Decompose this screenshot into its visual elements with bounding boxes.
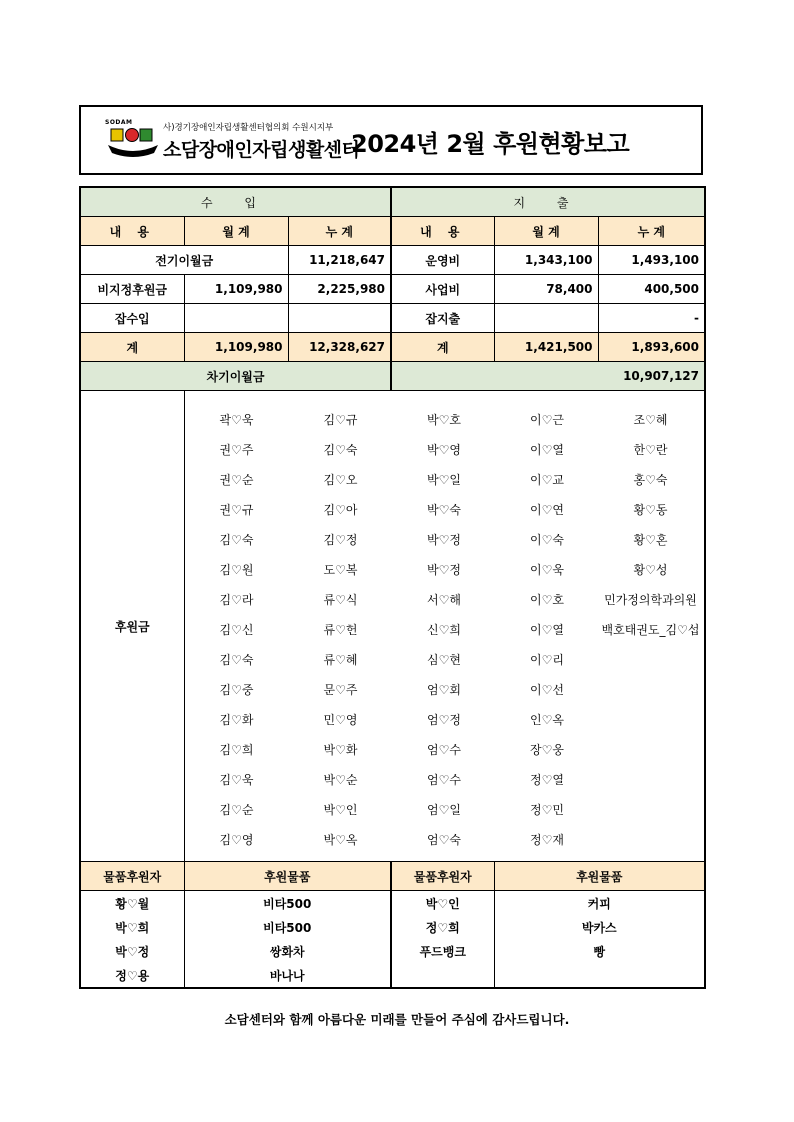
donor-name: 권♡순 (219, 473, 254, 487)
goods-donor: 박♡정 (80, 939, 184, 963)
donor-name (599, 795, 703, 825)
project-month: 78,400 (494, 275, 598, 304)
goods-col-item-right: 후원물품 (494, 862, 705, 891)
donor-name: 이♡근 (530, 413, 564, 427)
goods-col-donor-right: 물품후원자 (391, 862, 494, 891)
goods-donor: 정♡용 (80, 963, 184, 988)
donor-name: 백호태권도_김♡섭 (601, 623, 700, 637)
project-label: 사업비 (391, 275, 494, 304)
donor-name: 김♡순 (219, 803, 254, 817)
donor-name: 황♡동 (633, 503, 668, 517)
goods-donor: 황♡월 (80, 891, 184, 916)
donor-name: 민♡영 (323, 713, 358, 727)
income-sum-total: 12,328,627 (288, 333, 391, 362)
donor-name: 심♡현 (427, 653, 461, 667)
column-header-row (80, 217, 705, 246)
donor-name: 권♡규 (219, 503, 254, 517)
income-col-month: 월 계 (184, 217, 288, 246)
donor-name: 정♡민 (530, 803, 564, 817)
misc-expense-label: 잡지출 (391, 304, 494, 333)
logo-org-name: 사)경기장애인자립생활센터협의회 수원시지부 (163, 123, 334, 133)
donor-name: 김♡화 (219, 713, 254, 727)
donor-name: 박♡인 (323, 803, 358, 817)
designated-month: 1,109,980 (184, 275, 288, 304)
donor-name: 엄♡수 (427, 743, 461, 757)
next-carry-label: 차기이월금 (80, 362, 391, 391)
donor-name: 권♡주 (219, 443, 254, 457)
goods-item: 커피 (494, 891, 705, 916)
donor-name: 조♡혜 (633, 413, 668, 427)
donor-name: 이♡열 (530, 443, 564, 457)
footer-thanks: 소담센터와 함께 아름다운 미래를 만들어 주심에 감사드립니다. (224, 1012, 570, 1027)
donor-name: 김♡중 (219, 683, 254, 697)
donor-name: 박♡정 (427, 533, 461, 547)
donor-name: 박♡옥 (323, 833, 358, 847)
designated-label: 비지정후원금 (80, 275, 184, 304)
donor-name: 이♡교 (530, 473, 564, 487)
donor-name: 이♡선 (530, 683, 564, 697)
expense-sum-month: 1,421,500 (494, 333, 598, 362)
logo-brand: SODAM (105, 119, 133, 126)
donor-name: 서♡해 (427, 593, 461, 607)
donor-name: 김♡욱 (219, 773, 254, 787)
income-col-total: 누 계 (288, 217, 391, 246)
page-title: 2024년 2월 후원현황보고 (351, 130, 630, 158)
donor-name: 류♡헌 (323, 623, 358, 637)
donor-name (599, 825, 703, 855)
goods-row (80, 939, 705, 963)
goods-donor (391, 963, 494, 988)
donor-name: 엄♡숙 (427, 833, 461, 847)
donor-name: 박♡호 (427, 413, 461, 427)
donor-name (599, 705, 703, 735)
donor-name: 류♡혜 (323, 653, 358, 667)
donor-name: 엄♡수 (427, 773, 461, 787)
donor-name: 곽♡욱 (219, 413, 254, 427)
carry-label: 전기이월금 (80, 246, 288, 275)
donor-name: 김♡오 (323, 473, 358, 487)
goods-item: 쌍화차 (184, 939, 391, 963)
donor-name: 홍♡숙 (633, 473, 668, 487)
project-total: 400,500 (598, 275, 705, 304)
operating-month: 1,343,100 (494, 246, 598, 275)
expense-col-total: 누 계 (598, 217, 705, 246)
carry-total: 11,218,647 (288, 246, 391, 275)
expense-col-month: 월 계 (494, 217, 598, 246)
logo-center-name: 소담장애인자립생활센터 (163, 139, 360, 161)
misc-income-month (184, 304, 288, 333)
donor-name (599, 675, 703, 705)
goods-row (80, 915, 705, 939)
donor-name: 황♡혼 (633, 533, 668, 547)
expense-section-label: 지 출 (391, 187, 705, 217)
income-col-item: 내 용 (80, 217, 184, 246)
donor-name: 김♡희 (219, 743, 254, 757)
donor-name: 이♡욱 (530, 563, 564, 577)
donor-name: 엄♡일 (427, 803, 461, 817)
donor-name: 민가정의학과의원 (604, 593, 697, 607)
designated-total: 2,225,980 (288, 275, 391, 304)
goods-col-donor-left: 물품후원자 (80, 862, 184, 891)
donor-name: 김♡숙 (219, 653, 254, 667)
donor-name: 김♡숙 (219, 533, 254, 547)
section-header-row (80, 187, 705, 217)
donor-name (599, 645, 703, 675)
donor-name: 이♡열 (530, 623, 564, 637)
donor-name: 박♡화 (323, 743, 358, 757)
goods-donor: 박♡희 (80, 915, 184, 939)
goods-item: 빵 (494, 939, 705, 963)
operating-label: 운영비 (391, 246, 494, 275)
donor-name: 박♡순 (323, 773, 358, 787)
income-sum-label: 계 (80, 333, 184, 362)
goods-donor: 정♡희 (391, 915, 494, 939)
income-section-label: 수 입 (80, 187, 391, 217)
misc-expense-total: - (598, 304, 705, 333)
donor-name: 인♡옥 (530, 713, 564, 727)
goods-header-row (80, 862, 705, 891)
donor-name: 이♡호 (530, 593, 564, 607)
donor-name: 박♡영 (427, 443, 461, 457)
donor-name: 김♡정 (323, 533, 358, 547)
report-header (79, 105, 703, 175)
donors-cell (184, 391, 705, 862)
misc-income-label: 잡수입 (80, 304, 184, 333)
income-sum-month: 1,109,980 (184, 333, 288, 362)
table-row (80, 246, 705, 275)
donor-name: 도♡복 (323, 563, 358, 577)
goods-row (80, 891, 705, 916)
donor-name: 김♡신 (219, 623, 254, 637)
donor-name: 박♡숙 (427, 503, 461, 517)
donor-name: 류♡식 (323, 593, 358, 607)
donor-name: 이♡숙 (530, 533, 564, 547)
donor-name: 박♡정 (427, 563, 461, 577)
table-row (80, 304, 705, 333)
expense-sum-total: 1,893,600 (598, 333, 705, 362)
donor-name: 문♡주 (323, 683, 358, 697)
donor-list (185, 391, 705, 861)
donor-name: 김♡원 (219, 563, 254, 577)
goods-col-item-left: 후원물품 (184, 862, 391, 891)
goods-item: 박카스 (494, 915, 705, 939)
donor-name: 장♡웅 (530, 743, 564, 757)
operating-total: 1,493,100 (598, 246, 705, 275)
goods-item (494, 963, 705, 988)
expense-sum-label: 계 (391, 333, 494, 362)
sum-row (80, 333, 705, 362)
donors-label: 후원금 (80, 391, 184, 862)
donor-name: 박♡일 (427, 473, 461, 487)
donor-name: 한♡란 (633, 443, 668, 457)
donor-name: 신♡희 (427, 623, 461, 637)
donor-name (599, 765, 703, 795)
misc-income-total (288, 304, 391, 333)
donor-name: 이♡리 (530, 653, 564, 667)
sodam-logo (105, 117, 360, 167)
donors-row (80, 391, 705, 862)
donor-name: 김♡숙 (323, 443, 358, 457)
goods-item: 바나나 (184, 963, 391, 988)
goods-donor: 푸드뱅크 (391, 939, 494, 963)
donor-name: 정♡재 (530, 833, 564, 847)
donor-name: 정♡열 (530, 773, 564, 787)
logo-shapes-icon (107, 127, 159, 163)
donor-name: 김♡라 (219, 593, 254, 607)
goods-row (80, 963, 705, 988)
donor-name: 황♡성 (633, 563, 668, 577)
next-carry-row (80, 362, 705, 391)
donor-name: 김♡아 (323, 503, 358, 517)
donor-name: 엄♡정 (427, 713, 461, 727)
goods-donor: 박♡인 (391, 891, 494, 916)
donor-name: 이♡연 (530, 503, 564, 517)
next-carry-value: 10,907,127 (391, 362, 705, 391)
donor-name: 엄♡회 (427, 683, 461, 697)
goods-item: 비타500 (184, 891, 391, 916)
expense-col-item: 내 용 (391, 217, 494, 246)
misc-expense-month (494, 304, 598, 333)
donor-name (599, 735, 703, 765)
donation-report-table (79, 186, 706, 989)
donor-name: 김♡규 (323, 413, 358, 427)
donor-name: 김♡영 (219, 833, 254, 847)
goods-item: 비타500 (184, 915, 391, 939)
table-row (80, 275, 705, 304)
